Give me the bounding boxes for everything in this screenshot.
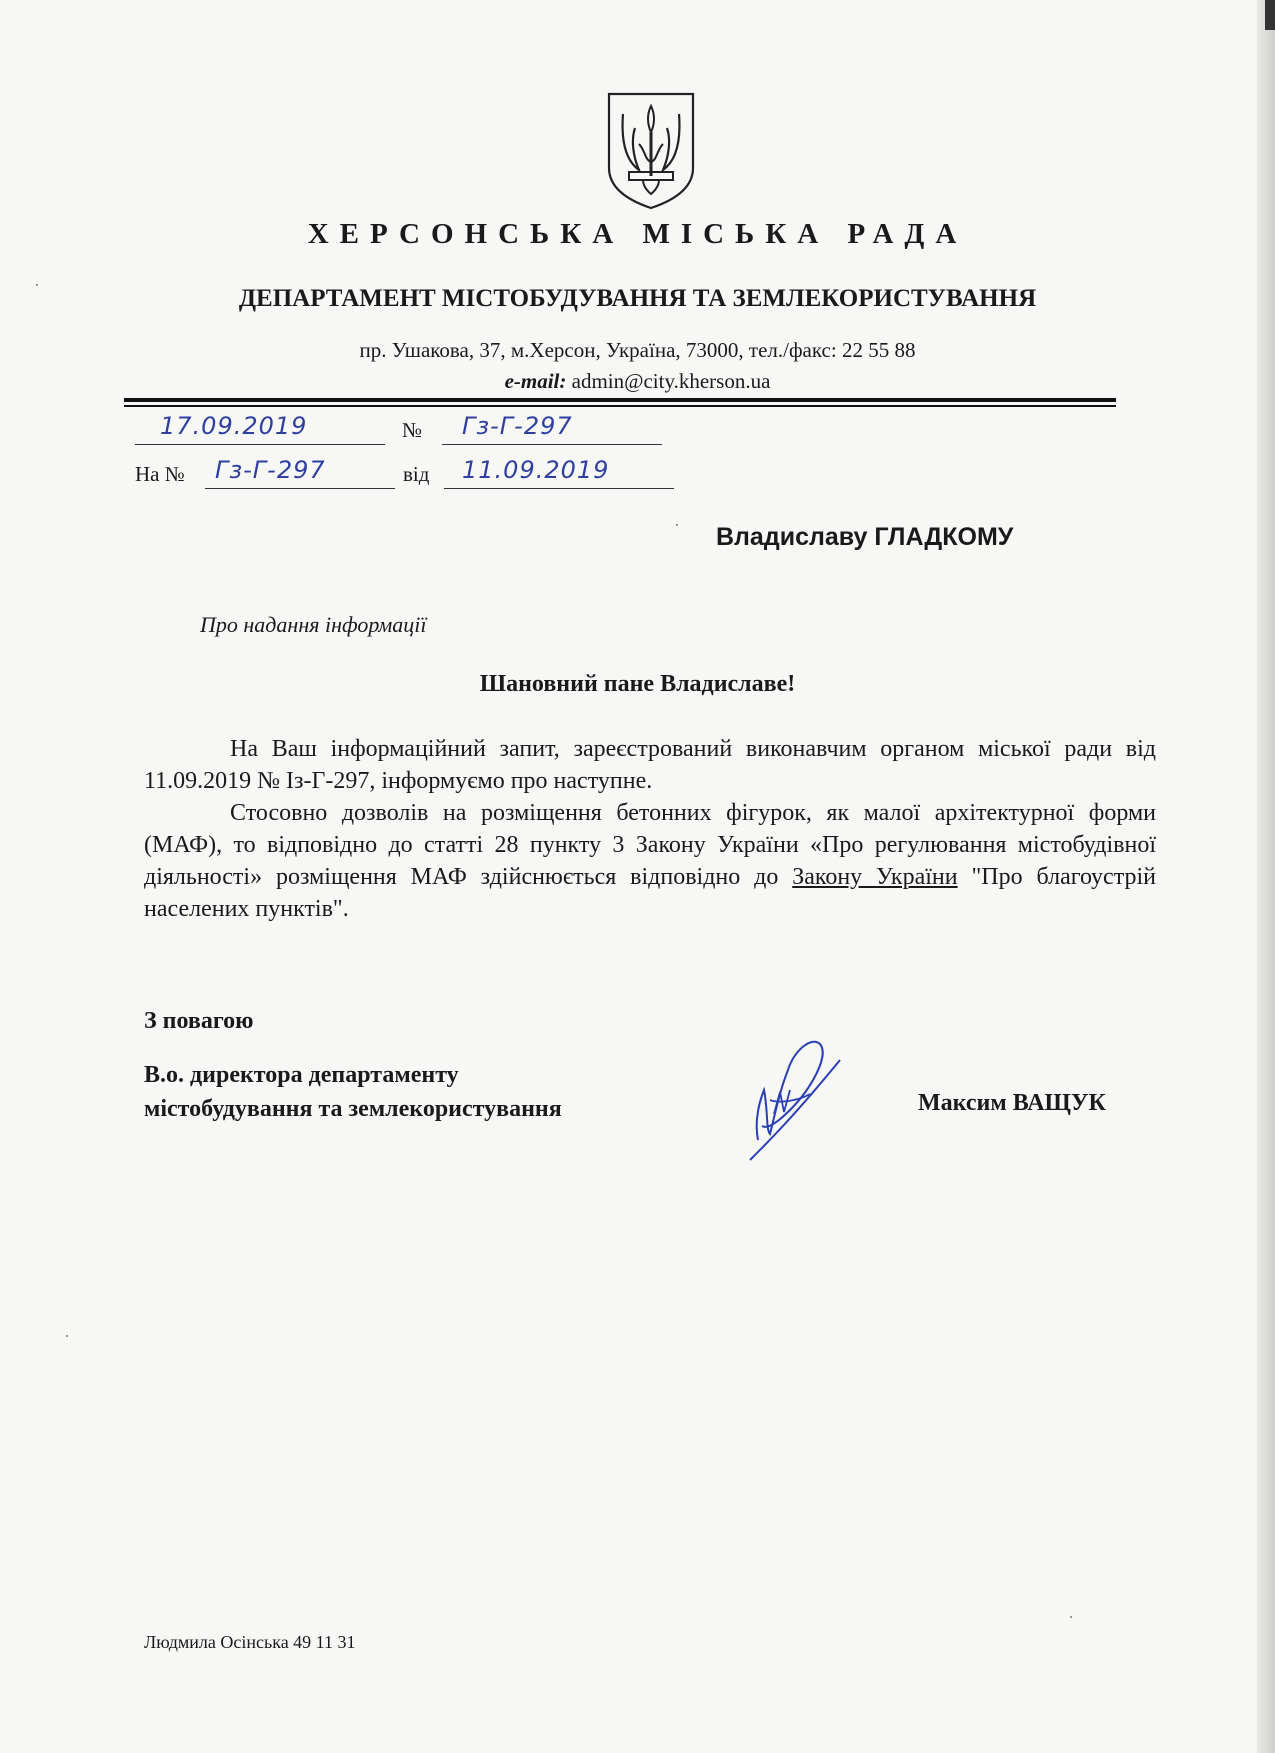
number-label: № xyxy=(402,418,423,442)
law-reference: Закону України xyxy=(792,864,958,890)
email-label: e-mail: xyxy=(504,369,567,393)
scan-speck xyxy=(1070,1616,1072,1618)
reply-date-underline xyxy=(444,488,674,489)
signer-role-line-1: В.о. директора департаменту xyxy=(144,1062,459,1088)
outgoing-date: 17.09.2019 xyxy=(160,412,308,440)
body-paragraph-2 xyxy=(144,797,1156,925)
letterhead-rule-thin xyxy=(124,405,1116,407)
outgoing-number-underline xyxy=(442,444,662,445)
recipient: Владиславу ГЛАДКОМУ xyxy=(716,523,1014,551)
address-line: пр. Ушакова, 37, м.Херсон, Україна, 73000, тел./факс: 22 55 88 xyxy=(359,338,916,362)
reply-number-underline xyxy=(205,488,395,489)
from-label: від xyxy=(403,462,430,486)
trident-coat-of-arms-icon xyxy=(605,90,697,212)
body-paragraph-2-start: Стосовно дозволів на розміщення бетонних фігурок, як малої архітектурної форми (МАФ), то відповідно до статті 28 пункту 3 Закону України «Про регулювання містобудівної діяльності» розміщення МАФ здійснюється відповідно до xyxy=(144,800,1156,890)
email-address: admin@city.kherson.ua xyxy=(571,369,771,393)
council-name: ХЕРСОНСЬКА МІСЬКА РАДА xyxy=(307,218,968,250)
page-edge xyxy=(1257,0,1275,1753)
reply-label: На № xyxy=(135,462,185,486)
outgoing-date-underline xyxy=(135,444,385,445)
signer-role-line-2: містобудування та землекористування xyxy=(144,1096,562,1122)
signer-name: Максим ВАЩУК xyxy=(918,1090,1106,1116)
reply-number: Гз-Г-297 xyxy=(215,456,326,484)
body-paragraph-1: На Ваш інформаційний запит, зареєстрований виконавчим органом міської ради від 11.09.2019 № Із-Г-297, інформуємо про наступне. xyxy=(144,736,1156,794)
department-name: ДЕПАРТАМЕНТ МІСТОБУДУВАННЯ ТА ЗЕМЛЕКОРИСТУВАННЯ xyxy=(238,285,1037,312)
contact-line: Людмила Осінська 49 11 31 xyxy=(144,1632,356,1652)
signer-role xyxy=(144,1058,562,1126)
letterhead-rule-thick xyxy=(124,398,1116,402)
email-line xyxy=(0,369,1275,394)
subject: Про надання інформації xyxy=(200,612,427,637)
scan-speck xyxy=(36,284,38,286)
greeting: Шановний пане Владиславе! xyxy=(479,671,796,697)
reply-date: 11.09.2019 xyxy=(462,456,610,484)
letter-body xyxy=(144,733,1156,925)
regards: З повагою xyxy=(144,1008,254,1034)
edge-mark xyxy=(1265,0,1275,30)
scan-speck xyxy=(66,1335,68,1337)
handwritten-signature-icon xyxy=(740,1030,850,1170)
scan-speck xyxy=(676,524,678,526)
outgoing-number: Гз-Г-297 xyxy=(462,412,573,440)
body-paragraph-2-end: "Про благоустрій населених пунктів". xyxy=(144,864,1156,922)
